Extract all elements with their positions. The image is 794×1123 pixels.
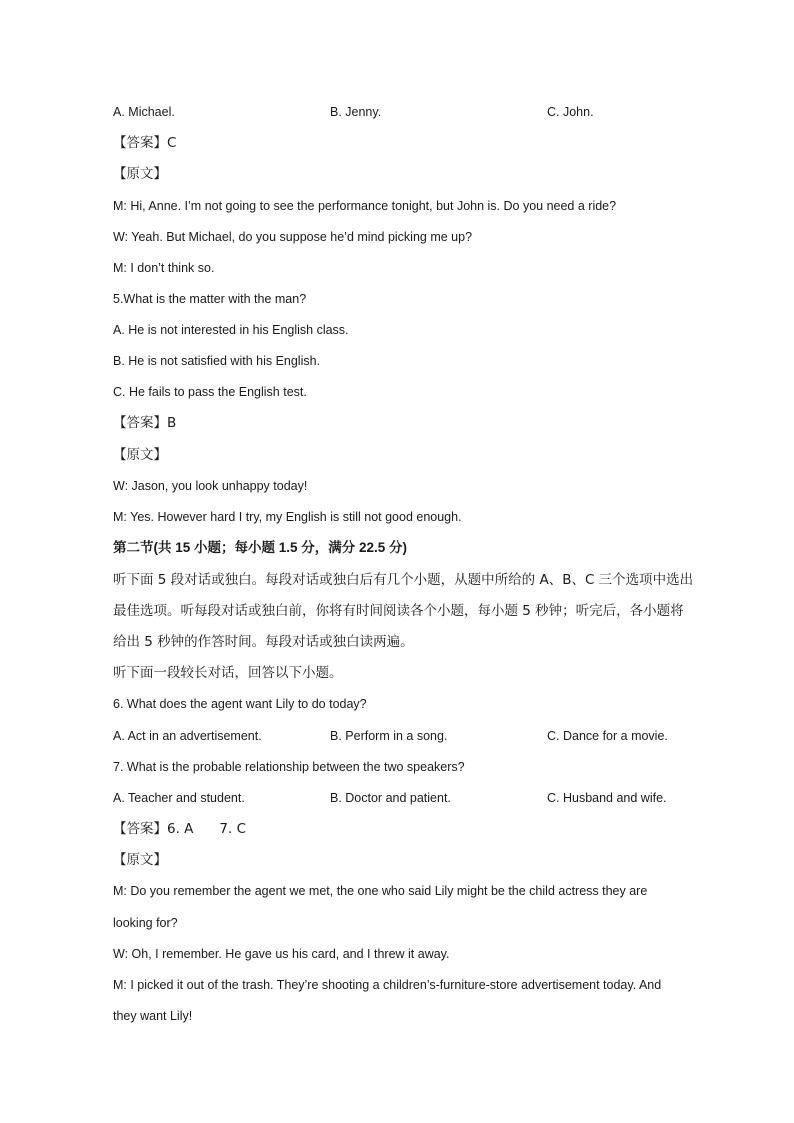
- q4-option-a: A. Michael.: [113, 105, 175, 119]
- q7-question: 7. What is the probable relationship between the two speakers?: [113, 760, 465, 774]
- section-instruction-line: 听下面 5 段对话或独白。每段对话或独白后有几个小题，从题中所给的 A、B、C 三个选项中选出: [113, 572, 694, 588]
- q67-transcript-line: looking for?: [113, 916, 178, 930]
- q7-option-b: B. Doctor and patient.: [330, 791, 451, 805]
- q5-question: 5.What is the matter with the man?: [113, 292, 307, 306]
- section-instruction-line: 给出 5 秒钟的作答时间。每段对话或独白读两遍。: [113, 634, 414, 650]
- q67-transcript-line: M: Do you remember the agent we met, the one who said Lily might be the child actress they are: [113, 884, 648, 898]
- section-heading: 第二节(共 15 小题；每小题 1.5 分，满分 22.5 分): [113, 540, 408, 555]
- q4-transcript-line: M: I don’t think so.: [113, 261, 215, 275]
- q67-transcript-label: 【原文】: [113, 852, 167, 868]
- q67-transcript-line: they want Lily!: [113, 1009, 193, 1023]
- q6-option-c: C. Dance for a movie.: [547, 729, 668, 743]
- q67-transcript-line: W: Oh, I remember. He gave us his card, and I threw it away.: [113, 947, 450, 961]
- q4-answer: 【答案】C: [113, 135, 177, 151]
- q5-transcript-line: M: Yes. However hard I try, my English is still not good enough.: [113, 510, 462, 524]
- q7-answer: 7. C: [219, 821, 247, 837]
- q67-transcript-line: M: I picked it out of the trash. They’re shooting a children’s-furniture-store advertisement today. And: [113, 978, 662, 992]
- q4-transcript-line: M: Hi, Anne. I’m not going to see the performance tonight, but John is. Do you need a ride?: [113, 199, 617, 213]
- q6-answer: 【答案】6. A: [113, 821, 194, 837]
- q7-option-a: A. Teacher and student.: [113, 791, 245, 805]
- q5-option-a: A. He is not interested in his English class.: [113, 323, 349, 337]
- q7-option-c: C. Husband and wife.: [547, 791, 667, 805]
- q5-option-c: C. He fails to pass the English test.: [113, 385, 307, 399]
- q67-answer: [113, 820, 246, 838]
- q4-transcript-line: W: Yeah. But Michael, do you suppose he’d mind picking me up?: [113, 230, 473, 244]
- q5-transcript-label: 【原文】: [113, 447, 167, 463]
- q6-option-a: A. Act in an advertisement.: [113, 729, 262, 743]
- q6-option-b: B. Perform in a song.: [330, 729, 448, 743]
- q5-option-b: B. He is not satisfied with his English.: [113, 354, 321, 368]
- q5-transcript-line: W: Jason, you look unhappy today!: [113, 479, 308, 493]
- sub-instruction: 听下面一段较长对话，回答以下小题。: [113, 665, 343, 681]
- q5-answer: 【答案】B: [113, 415, 177, 431]
- q6-question: 6. What does the agent want Lily to do today?: [113, 697, 367, 711]
- q4-transcript-label: 【原文】: [113, 166, 167, 182]
- q4-option-c: C. John.: [547, 105, 594, 119]
- section-instruction-line: 最佳选项。听每段对话或独白前，你将有时间阅读各个小题，每小题 5 秒钟；听完后，各小题将: [113, 603, 684, 619]
- q4-option-b: B. Jenny.: [330, 105, 382, 119]
